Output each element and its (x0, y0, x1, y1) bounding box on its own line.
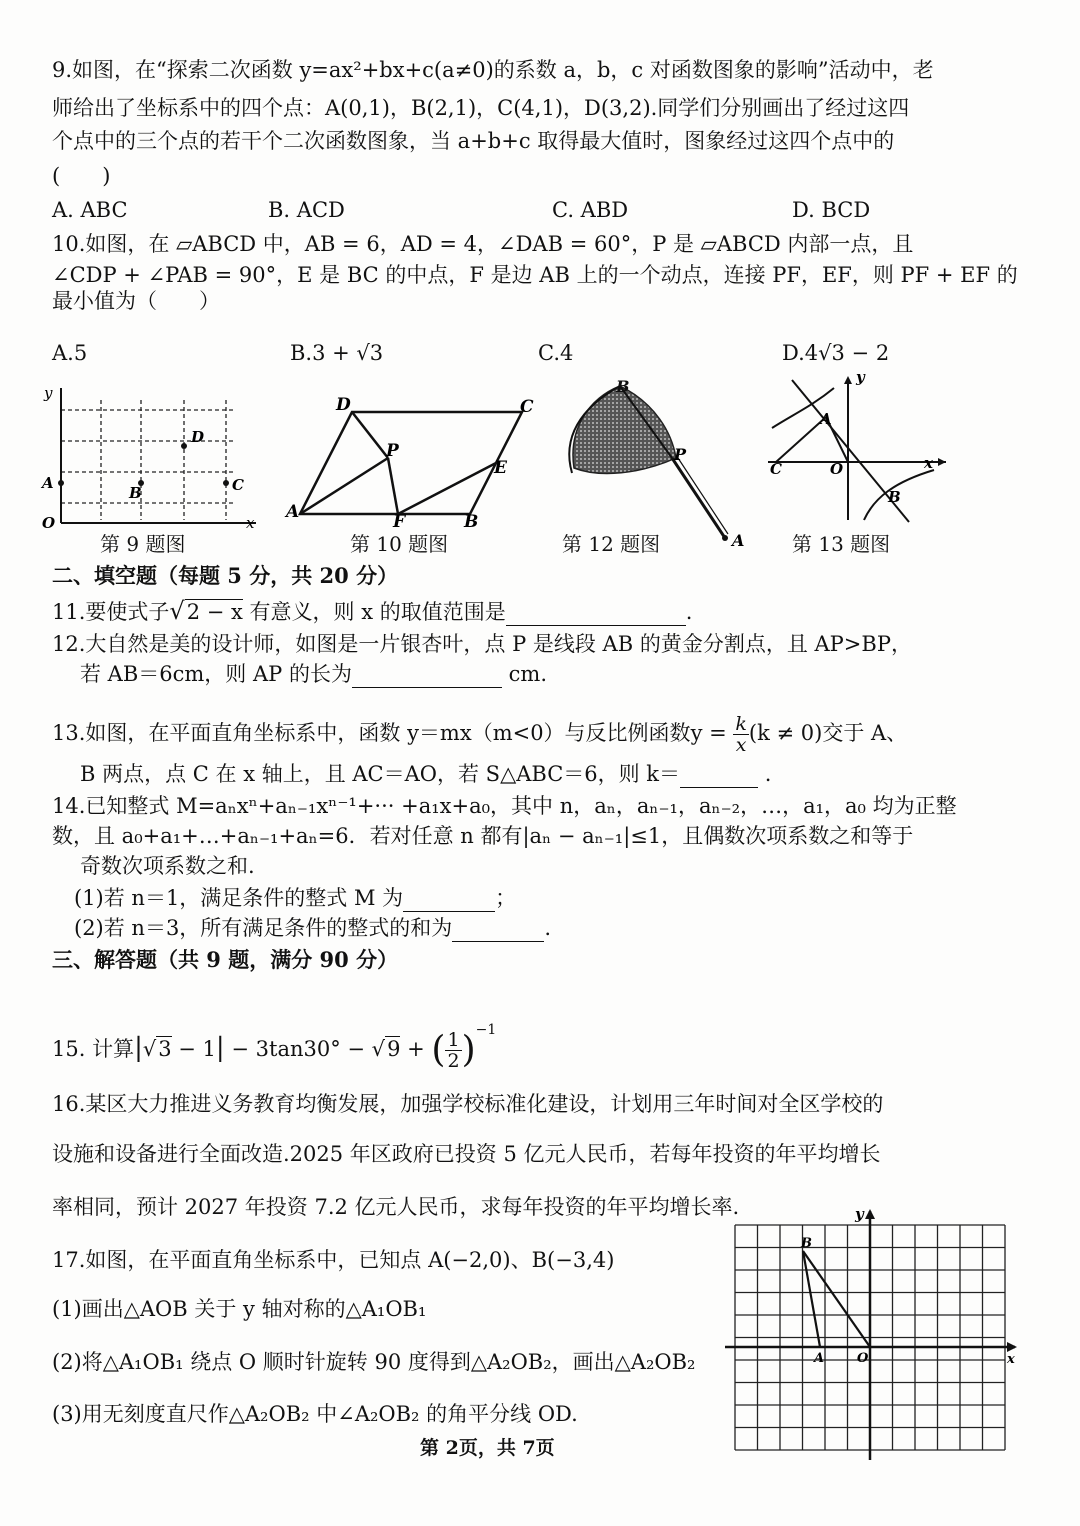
q17-label-a: A (814, 1351, 825, 1366)
q14-sub2-answer-blank[interactable] (452, 919, 544, 942)
fig9-label-x: x (246, 514, 255, 530)
q17-line-3: (2)将△A₁OB₁ 绕点 O 顺时针旋转 90 度得到△A₂OB₂，画出△A₂OB₂ (52, 1350, 696, 1374)
q11-radicand: 2 − x (186, 600, 243, 624)
q15-mid: − 3tan30° − (231, 1037, 365, 1061)
q11-end: . (685, 600, 693, 624)
q10-option-c: C.4 (538, 341, 574, 365)
q13-answer-blank[interactable] (680, 765, 758, 788)
fig12-label-b: B (616, 378, 630, 396)
q15-frac-den: 2 (447, 1050, 460, 1072)
fig10-label-d: D (336, 395, 351, 415)
q17-line-4: (3)用无刻度直尺作△A₂OB₂ 中∠A₂OB₂ 的角平分线 OD. (52, 1402, 578, 1426)
fig9-label-d: D (191, 428, 205, 446)
q14-sub2-text: (2)若 n＝3，所有满足条件的整式的和为 (74, 916, 453, 940)
q13-prefix: 13.如图，在平面直角坐标系中，函数 y＝mx（m<0）与反比例函数 (52, 721, 691, 745)
q11-line: 11.要使式子√2 − x 有意义，则 x 的取值范围是 . (52, 597, 693, 625)
q17-line-1: 17.如图，在平面直角坐标系中，已知点 A(−2,0)、B(−3,4) (52, 1248, 615, 1272)
q15-sqrt9: 9 (387, 1037, 401, 1061)
fig9-label-a: A (42, 474, 54, 492)
q15-abs-close: | (215, 1033, 225, 1063)
q10-option-d: D.4√3 − 2 (782, 341, 890, 365)
q15-prefix: 15. 计算 (52, 1037, 135, 1061)
fig13-label-y: y (856, 370, 865, 386)
q10-option-a: A.5 (52, 341, 88, 365)
fig10-label-b: B (464, 512, 479, 530)
section-2-heading: 二、填空题（每题 5 分，共 20 分） (52, 563, 399, 588)
q17-label-x: x (1007, 1352, 1015, 1367)
fig13-label-c: C (770, 460, 782, 478)
q12-unit: cm. (508, 662, 548, 686)
figure-9-caption: 第 9 题图 (100, 532, 186, 556)
fig13-label-b: B (888, 488, 901, 506)
q16-line-3: 率相同，预计 2027 年投资 7.2 亿元人民币，求每年投资的年平均增长率. (52, 1195, 740, 1219)
fig12-label-p: P (674, 445, 687, 464)
q16-line-1: 16.某区大力推进义务教育均衡发展，加强学校标准化建设，计划用三年时间对全区学校的 (52, 1092, 884, 1116)
q14-line-3: 奇数次项系数之和. (80, 854, 255, 878)
q13-frac-num: k (735, 713, 747, 735)
figure-13-caption: 第 13 题图 (792, 532, 891, 556)
fig10-label-c: C (520, 397, 534, 417)
fig10-label-f: F (393, 512, 406, 530)
fig13-label-o: O (830, 460, 844, 478)
q16-line-2: 设施和设备进行全面改造.2025 年区政府已投资 5 亿元人民币，若每年投资的年平均增长 (52, 1142, 881, 1166)
q14-sub1-end: ； (495, 886, 517, 910)
q9-line-1: 9.如图，在“探索二次函数 y=ax²+bx+c(a≠0)的系数 a，b，c 对函数图象的影响”活动中，老 (52, 58, 934, 82)
q15-fraction (445, 1030, 461, 1071)
q11-text: 有意义，则 x 的取值范围是 (249, 600, 506, 624)
page-footer: 第 2页，共 7页 (420, 1437, 555, 1459)
q9-option-b: B. ACD (268, 198, 345, 222)
q17-label-b: B (801, 1236, 812, 1251)
q14-sub-1 (74, 884, 516, 912)
figure-13-graph (764, 370, 954, 530)
q10-line-1: 10.如图，在 ▱ABCD 中，AB = 6，AD = 4，∠DAB = 60°，P 是 ▱ABCD 内部一点，且 (52, 232, 914, 256)
fig9-label-c: C (232, 476, 244, 494)
q17-label-o: O (857, 1351, 869, 1366)
q9-line-2: 师给出了坐标系中的四个点：A(0,1)，B(2,1)，C(4,1)，D(3,2).同学们分别画出了经过这四 (52, 96, 910, 120)
q13-line-1 (52, 708, 907, 758)
q14-sub-2 (74, 914, 551, 942)
q14-sub1-answer-blank[interactable] (403, 889, 495, 912)
q15-frac-num: 1 (447, 1029, 460, 1051)
q9-option-a: A. ABC (52, 198, 128, 222)
q9-answer-bracket: ( ) (52, 164, 111, 188)
q12-line-2 (80, 660, 547, 688)
q12-answer-blank[interactable] (352, 665, 502, 688)
q12-prefix: 若 AB＝6cm，则 AP 的长为 (80, 662, 352, 686)
fig12-label-a: A (732, 531, 745, 548)
q10-line-2: ∠CDP + ∠PAB = 90°，E 是 BC 的中点，F 是边 AB 上的一个动点，连接 PF，EF，则 PF + EF 的 (52, 263, 1018, 287)
fig13-label-x: x (924, 454, 933, 472)
q13-fraction (733, 714, 749, 755)
q14-sub1-text: (1)若 n＝1，满足条件的整式 M 为 (74, 886, 404, 910)
q13-line-2 (80, 760, 771, 788)
q13-suffix: (k ≠ 0)交于 A、 (748, 721, 908, 745)
q13-y-eq: y = (690, 721, 727, 745)
figure-10-parallelogram (280, 390, 545, 530)
q10-option-b: B.3 + √3 (290, 341, 384, 365)
q15-expression: 15. 计算|√3 − 1| − 3tan30° − √9 + ( $\frac{1}{2}$ )$^{-1}$ (52, 1022, 497, 1072)
q11-prefix: 11.要使式子 (52, 600, 170, 624)
q12-line-1: 12.大自然是美的设计师，如图是一片银杏叶，点 P 是线段 AB 的黄金分割点，且 AP>BP， (52, 632, 912, 656)
q17-label-y: y (855, 1205, 864, 1223)
q15-exponent: −1 (475, 1022, 497, 1038)
fig10-label-e: E (494, 458, 507, 478)
q15-sqrt3: 3 (158, 1037, 172, 1061)
q13-frac-den: x (735, 734, 747, 756)
fig9-label-b: B (129, 484, 142, 502)
q11-answer-blank[interactable] (506, 603, 686, 626)
section-3-heading: 三、解答题（共 9 题，满分 90 分） (52, 947, 399, 972)
figure-12-ginkgo-leaf (560, 378, 760, 548)
q14-line-2: 数，且 a₀+a₁+…+aₙ₋₁+aₙ=6．若对任意 n 都有|aₙ − aₙ₋₁|≤1，且偶数次项系数之和等于 (52, 824, 914, 848)
q13-text: B 两点，点 C 在 x 轴上，且 AC＝AO，若 S△ABC＝6，则 k＝ (80, 762, 681, 786)
q17-coordinate-grid[interactable] (725, 1205, 1025, 1465)
q14-line-1: 14.已知整式 M=aₙxⁿ+aₙ₋₁xⁿ⁻¹+··· +a₁x+a₀，其中 n，aₙ，aₙ₋₁，aₙ₋₂，…，a₁，a₀ 均为正整 (52, 794, 957, 818)
fig9-label-o: O (42, 514, 56, 530)
fig9-label-y: y (44, 384, 53, 402)
q17-line-2: (1)画出△AOB 关于 y 轴对称的△A₁OB₁ (52, 1297, 427, 1321)
q9-option-c: C. ABD (552, 198, 629, 222)
q9-option-d: D. BCD (792, 198, 871, 222)
q14-sub2-end: . (544, 916, 551, 940)
fig10-label-a: A (286, 502, 300, 522)
q13-end: . (764, 762, 772, 786)
fig10-label-p: P (386, 441, 399, 461)
figure-9-grid (36, 380, 266, 530)
figure-10-caption: 第 10 题图 (350, 532, 449, 556)
figure-12-caption: 第 12 题图 (562, 532, 661, 556)
fig13-label-a: A (820, 410, 832, 428)
q15-abs-open: | (134, 1033, 143, 1063)
q10-line-3: 最小值为（ ） (52, 289, 220, 313)
q9-line-3: 个点中的三个点的若干个二次函数图象，当 a+b+c 取得最大值时，图象经过这四个点中的 (52, 129, 895, 153)
q15-plus: + (407, 1037, 425, 1061)
q15-minus-one: − 1 (171, 1037, 216, 1061)
